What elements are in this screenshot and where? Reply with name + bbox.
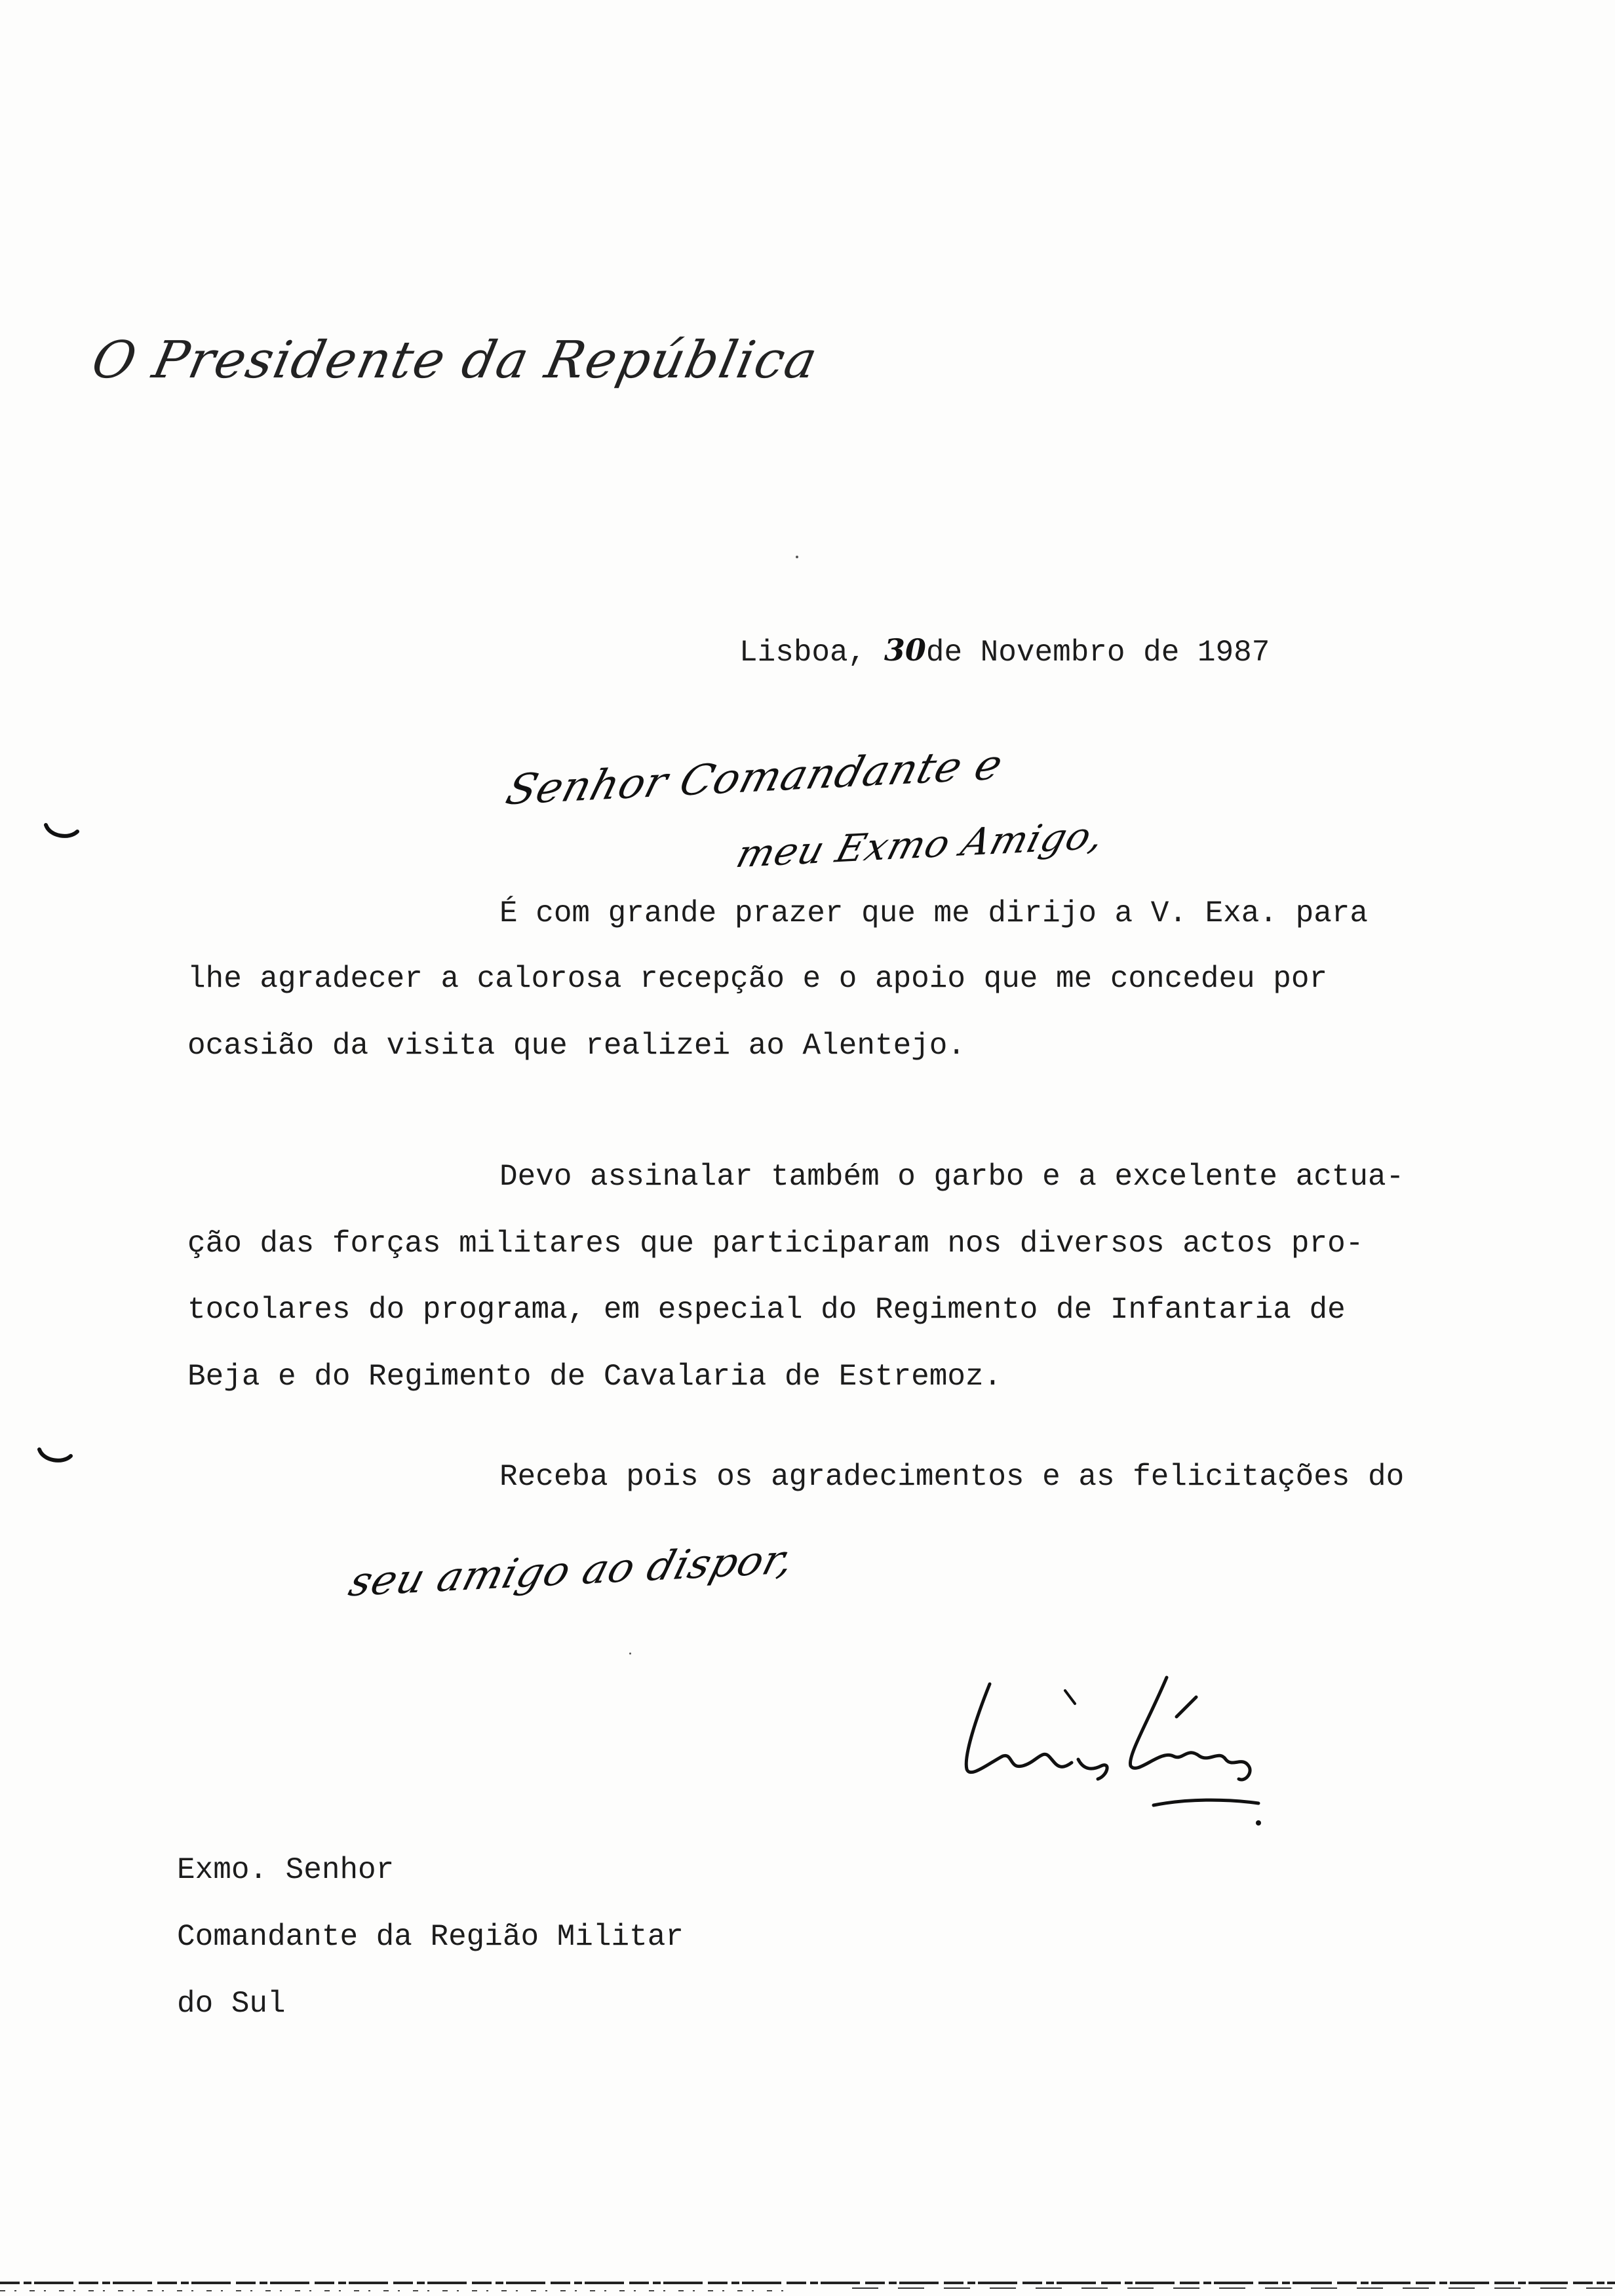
- addressee-line-1: Exmo. Senhor: [177, 1853, 395, 1887]
- margin-binder-mark-icon: [37, 1447, 73, 1465]
- scan-bottom-edge: [0, 2279, 1615, 2296]
- paragraph-2-line-2: ção das forças militares que participaram nos diversos actos pro-: [187, 1227, 1364, 1261]
- salutation-line-2: meu Exmo Amigo,: [731, 813, 1110, 877]
- salutation-line-1: Senhor Comandante e: [501, 740, 1009, 815]
- date-line: [739, 632, 1270, 670]
- paragraph-1-line-3: ocasião da visita que realizei ao Alentejo.: [187, 1029, 965, 1063]
- margin-binder-mark-icon: [43, 822, 80, 841]
- addressee-line-2: Comandante da Região Militar: [177, 1920, 684, 1954]
- paragraph-1-line-2: lhe agradecer a calorosa recepção e o apoio que me concedeu por: [187, 962, 1328, 996]
- date-prefix: Lisboa,: [739, 636, 866, 670]
- date-suffix: de Novembro de 1987: [925, 636, 1270, 670]
- paragraph-2-line-1: Devo assinalar também o garbo e a excelente actua-: [499, 1160, 1405, 1194]
- signature-drawing: [950, 1658, 1291, 1828]
- date-day-handwritten: 30: [884, 632, 926, 668]
- addressee-line-3: do Sul: [177, 1987, 286, 2021]
- paragraph-3-line-1: Receba pois os agradecimentos e as felicitações do: [499, 1460, 1405, 1494]
- handwritten-closing: seu amigo ao dispor,: [343, 1535, 800, 1606]
- paragraph-1-line-1: É com grande prazer que me dirijo a V. Exa. para: [499, 896, 1369, 930]
- signature: [950, 1658, 1291, 1828]
- letterhead-title: O Presidente da República: [87, 331, 824, 390]
- paragraph-2-line-3: tocolares do programa, em especial do Regimento de Infantaria de: [187, 1293, 1346, 1327]
- paragraph-2-line-4: Beja e do Regimento de Cavalaria de Estremoz.: [187, 1360, 1002, 1394]
- scan-speck: [629, 1653, 631, 1655]
- scan-speck: [796, 556, 798, 558]
